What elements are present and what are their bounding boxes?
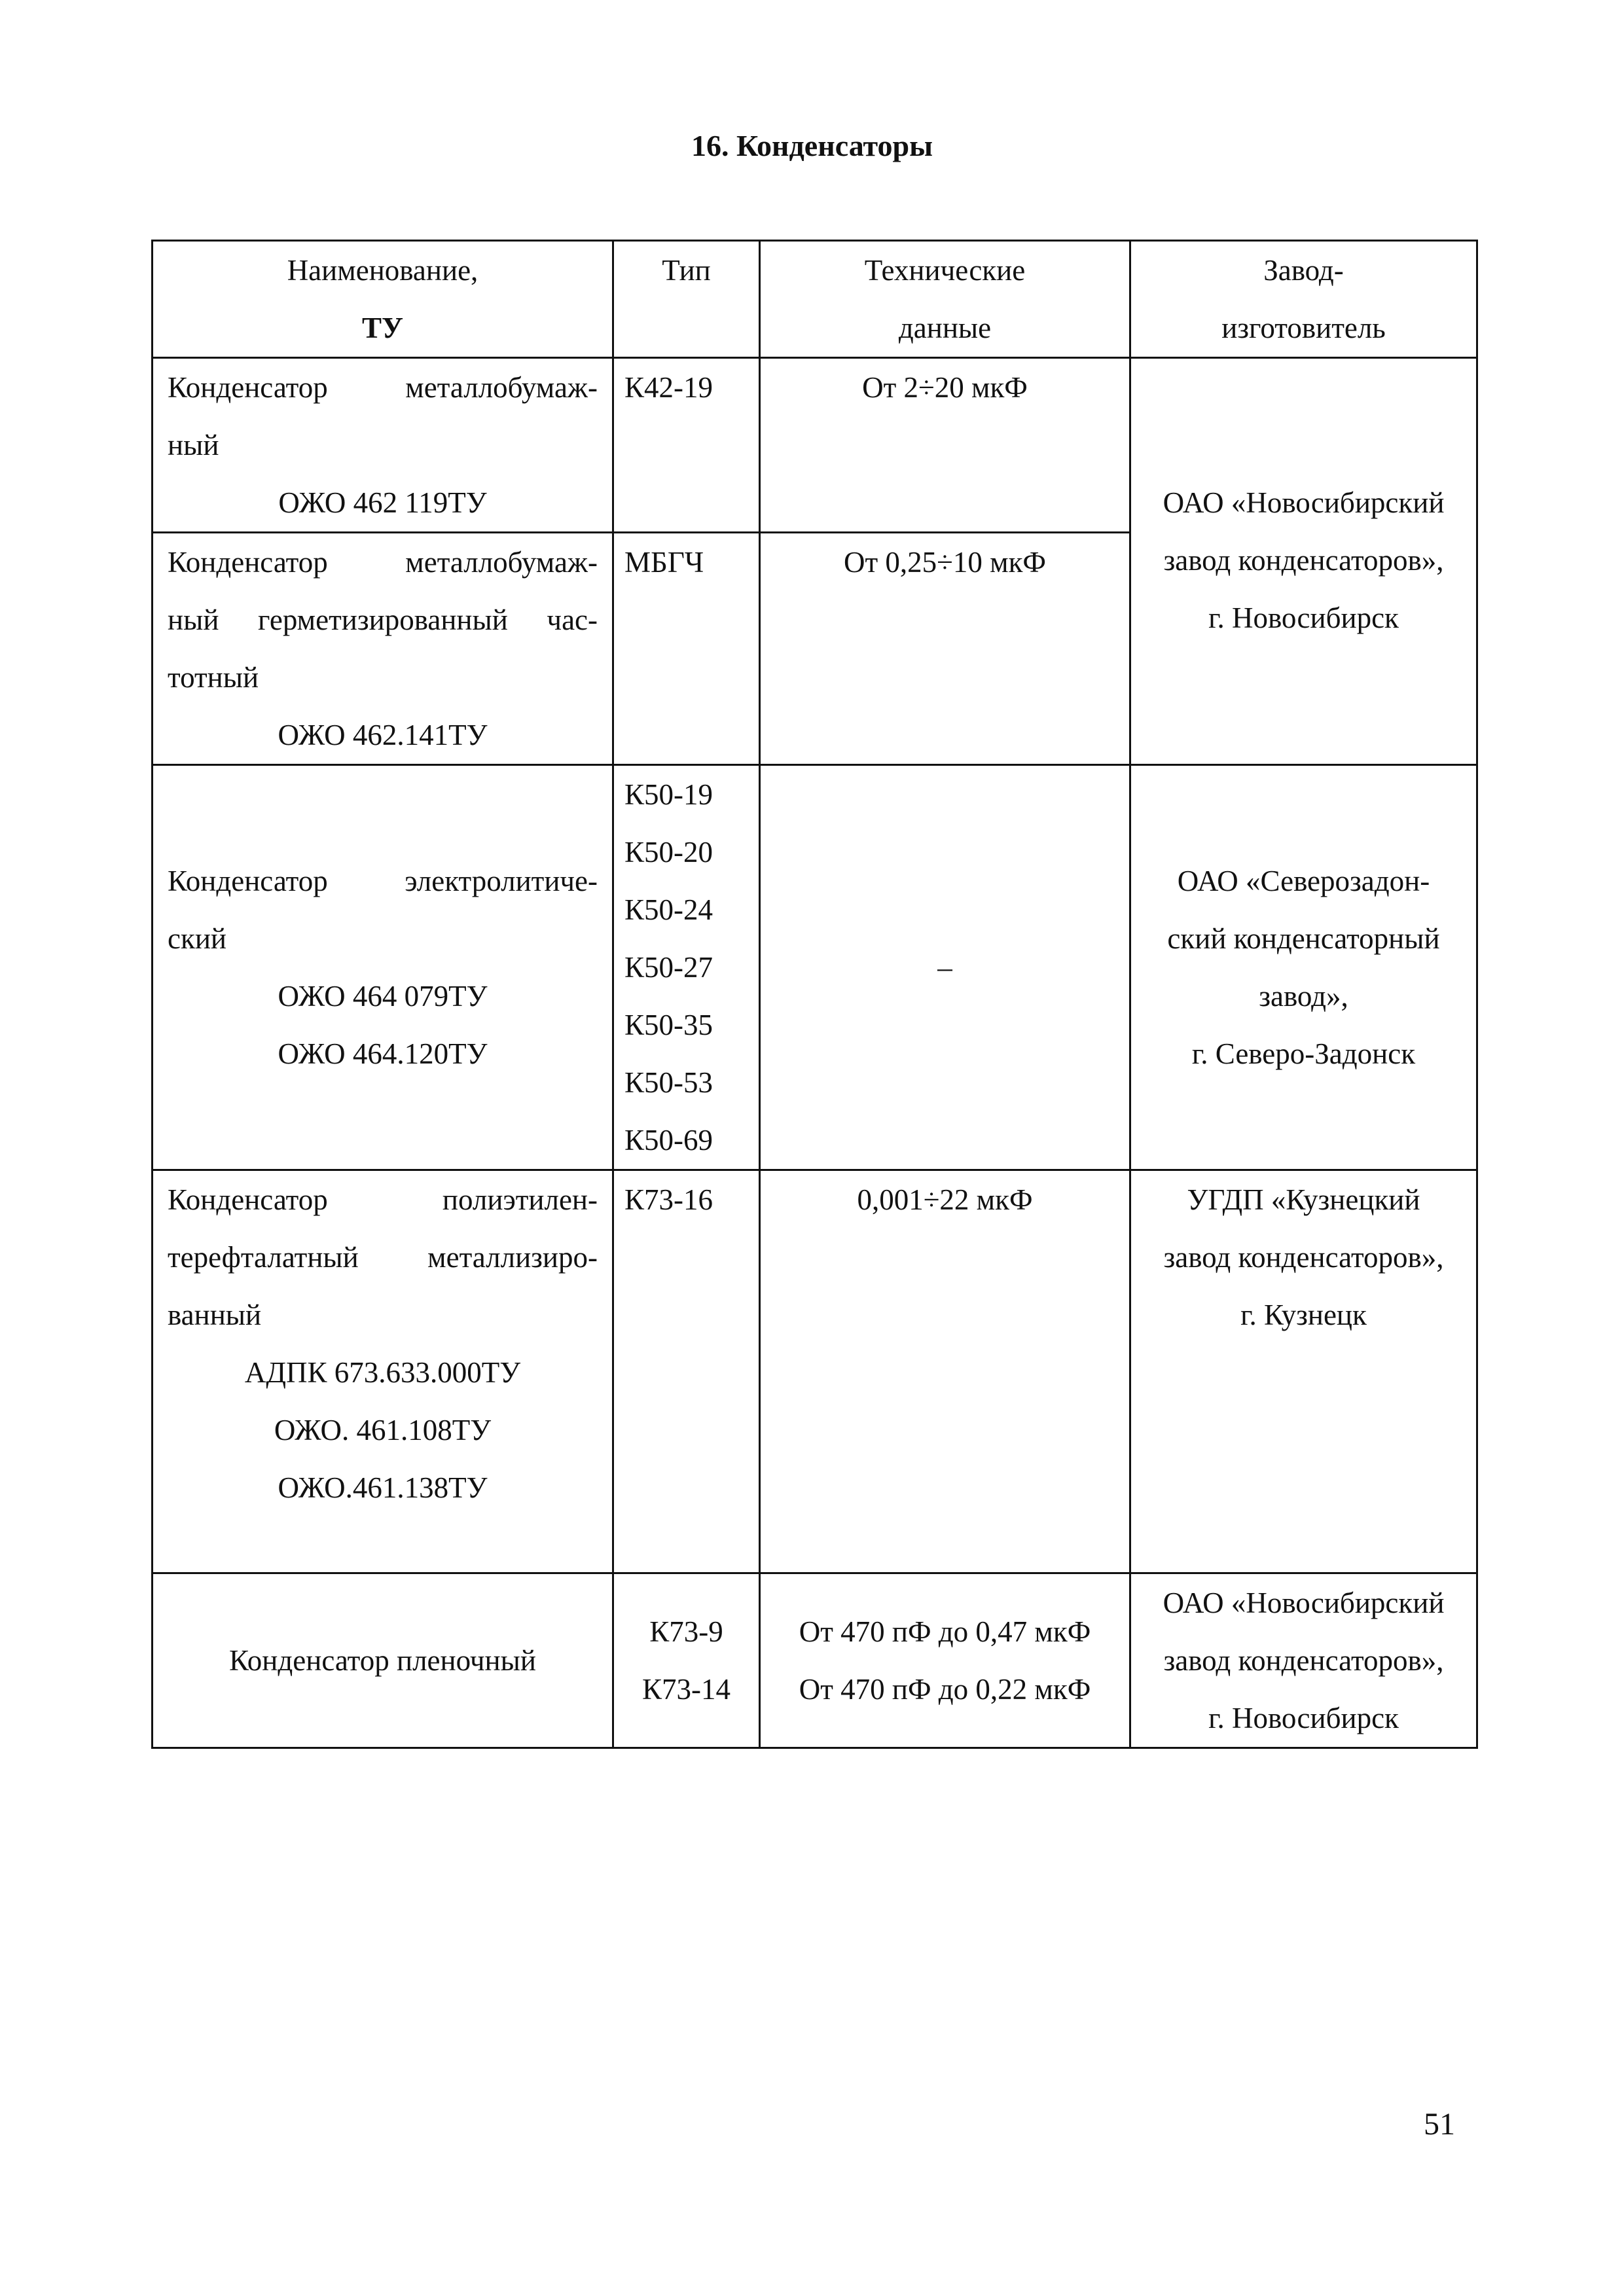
table-row: [153, 1170, 1477, 1573]
row4-name: Конденсатор полиэтилен- терефталатный металлизиро- ванный АДПК 673.633.000ТУ ОЖО. 461.108ТУ ОЖО.461.138ТУ: [153, 1170, 613, 1573]
row4-type: К73-16: [613, 1170, 760, 1573]
row4-maker: УГДП «Кузнецкий завод конденсаторов», г. Кузнецк: [1130, 1170, 1477, 1573]
row1-tech: От 2÷20 мкФ: [760, 358, 1130, 533]
row1-type: К42-19: [613, 358, 760, 533]
row5-maker: ОАО «Новосибирский завод конденсаторов», г. Новосибирск: [1130, 1573, 1477, 1748]
row1-name: Конденсатор металлобумаж- ный ОЖО 462 119ТУ: [153, 358, 613, 533]
header-type: Тип: [613, 241, 760, 358]
row5-types: К73-9 К73-14: [613, 1573, 760, 1748]
table-row: [153, 358, 1477, 533]
table-row: [153, 1573, 1477, 1748]
row3-maker: ОАО «Северозадон- ский конденсаторный завод», г. Северо-Задонск: [1130, 765, 1477, 1170]
row3-tech: –: [760, 765, 1130, 1170]
row2-type: МБГЧ: [613, 533, 760, 765]
row5-name: Конденсатор пленочный: [153, 1573, 613, 1748]
page-number: 51: [1424, 2107, 1455, 2142]
row4-tech: 0,001÷22 мкФ: [760, 1170, 1130, 1573]
table-header-row: [153, 241, 1477, 358]
row1-2-maker: ОАО «Новосибирский завод конденсаторов», г. Новосибирск: [1130, 358, 1477, 765]
row2-name: Конденсатор металлобумаж- ный герметизированный час- тотный ОЖО 462.141ТУ: [153, 533, 613, 765]
row3-types: К50-19 К50-20 К50-24 К50-27 К50-35 К50-53 К50-69: [613, 765, 760, 1170]
row3-name: Конденсатор электролитиче- ский ОЖО 464 079ТУ ОЖО 464.120ТУ: [153, 765, 613, 1170]
header-tech: Технические данные: [760, 241, 1130, 358]
header-maker: Завод- изготовитель: [1130, 241, 1477, 358]
row5-tech: От 470 пФ до 0,47 мкФ От 470 пФ до 0,22 мкФ: [760, 1573, 1130, 1748]
table-row: [153, 765, 1477, 1170]
row2-tech: От 0,25÷10 мкФ: [760, 533, 1130, 765]
section-title: 16. Конденсаторы: [691, 129, 933, 162]
header-name: Наименование, ТУ: [153, 241, 613, 358]
capacitors-table: [151, 240, 1478, 1749]
